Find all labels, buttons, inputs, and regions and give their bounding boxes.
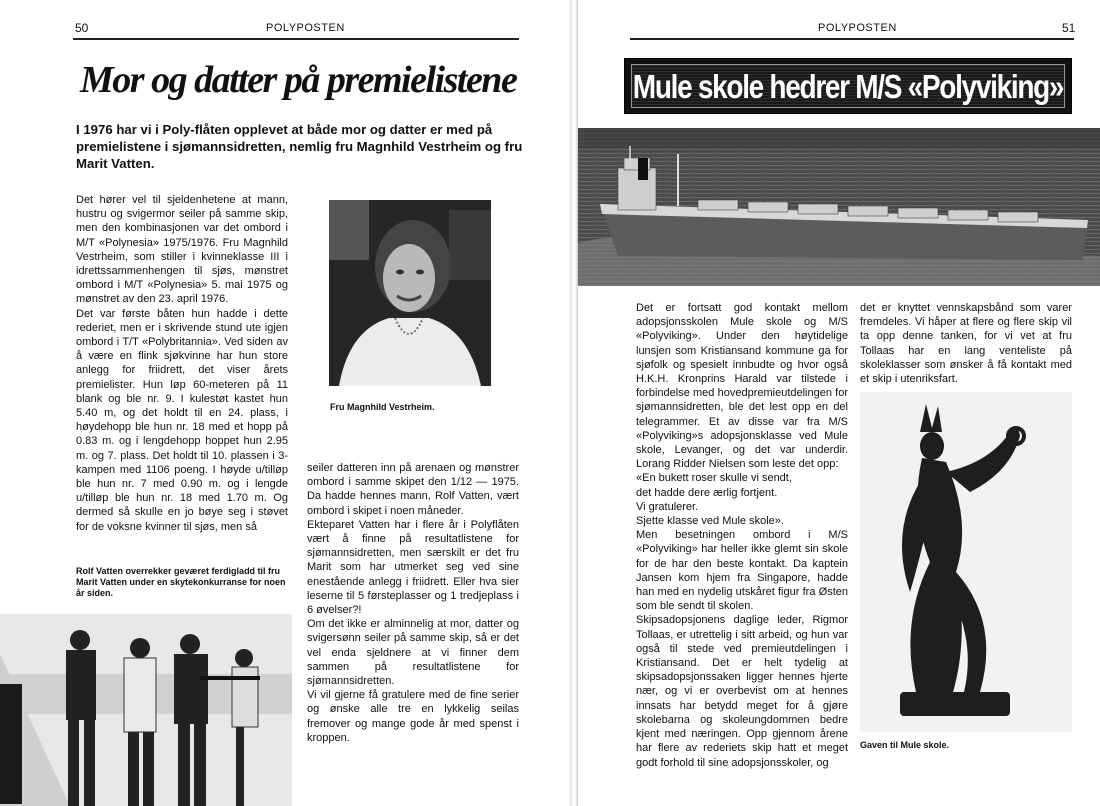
- page-number: 50: [75, 21, 89, 35]
- figure-caption: Gaven til Mule skole.: [860, 740, 950, 750]
- article-title: Mor og datter på premielistene: [80, 59, 517, 101]
- group-photo-caption: Rolf Vatten overrekker geværet ferdigladd til fru Marit Vatten under en skytekonkurranse for noen år siden.: [76, 566, 286, 598]
- body-column-1: Det hører vel til sjeldenhetene at mann, hustru og svigermor seiler på samme skip, men den kombinasjonen var det ombord i M/T «Polynesia» 1975/1976. Fru Magnhild Vestrheim, som stiller i kvinneklasse III i idrettssammenhengen til sjøs, mønstret ombord i M/T «Polynesia» 5. mai 1975 og mønstret av den 23. april 1976. Det var første båten hun hadde i dette rederiet, men er i skrivende stund ute igjen ombord i T/T «Polybritannia». Ved siden av å være en flink sjøkvinne har hun store anlegg for friidrett, det viser årets premielister. Hun løp 60-meteren på 11 blank og ble nr. 9. I kulestøt kastet hun 5.40 m, og det holdt til en 24. plass, i høydehopp ble hun nr. 18 med et hopp på 0.83 m. og i lengdehopp hoppet hun 2.95 m. og 7. plass. Det holdt til 10. plassen i 3-kampen med 1106 poeng. I høyde u/tilløp ble hun nr. 7 med 0.90 m. og i lengde u/tilløp ble hun nr. 18 med 1.70 m. Og dermed så skulle en jo bøye seg i støvet for de voksne kvinner til sjøs, men så: [76, 194, 288, 533]
- header-rule: [73, 38, 519, 40]
- book-gutter: [570, 0, 578, 806]
- ship-photo: [578, 128, 1100, 286]
- right-page: [578, 0, 1100, 806]
- carved-figure-image: [860, 392, 1072, 732]
- body-column-2: det er knyttet vennskapsbånd som varer fremdeles. Vi håper at flere og flere skip vil ta opp denne tanken, for vi vet at fru Tollaas har en lang venteliste på skoleklasser som ønsker å få kontakt med et skip i utenriksfart.: [860, 302, 1072, 386]
- title-banner: [624, 58, 1072, 114]
- group-image: [0, 614, 292, 806]
- ship-image: [578, 128, 1100, 286]
- body-column-1: Det er fortsatt god kontakt mellom adopsjonsskolen Mule skole og M/S «Polyviking». Under den høytidelige lunsjen som Kristiansand kommune ga for sjøfolk og spesielt innbudte og hvor også H.K.H. Kronprins Harald var tilstede i forbindelse med hovedpremieutdelingen for sjømannsidretten, ble det lest opp en del telegrammer. Et av disse var fra M/S «Polyviking»s adopsjonsklasse ved Mule skole, Levanger, og det var underdir. Lorang Ridder Nielsen som leste det opp: «En bukett roser skulle vi sendt, det hadde dere ærlig fortjent. Vi gratulerer. Sjette klasse ved Mule skole». Men besetningen ombord i M/S «Polyviking» har heller ikke glemt sin skole for de har den beste kontakt. Da kaptein Jansen kom hjem fra Singapore, hadde han med en nydelig utskåret figur fra Østen som ble sendt til skolen. Skipsadopsjonens daglige leder, Rigmor Tollaas, er utrettelig i sitt arbeid, og hun var også til stede ved premieutdelingen i Kristiansand. Det er helt tydelig at skipsadopsjonssaken ligger hennes hjerte nær, og vi er overbevist om at hennes innsats har betydd meget for å gjøre skolebarna og skoleungdommen bedre kjent med næringen. Opp gjennom årene har flere av rederiets skip hatt et meget godt forhold til sine adopsjonsskoler, og: [636, 302, 848, 769]
- group-photo: [0, 614, 292, 806]
- title-banner-inner: [631, 64, 1065, 108]
- running-header: POLYPOSTEN: [266, 22, 345, 34]
- lead-paragraph: I 1976 har vi i Poly-flåten opplevet at både mor og datter er med på premielistene i sjømannsidretten, nemlig fru Magnhild Vestrheim og fru Marit Vatten.: [76, 122, 523, 171]
- article-title: Mule skole hedrer M/S «Polyviking»: [632, 68, 1064, 106]
- portrait-photo: [329, 200, 491, 386]
- portrait-caption: Fru Magnhild Vestrheim.: [330, 402, 435, 412]
- page-number: 51: [1062, 21, 1076, 35]
- body-column-2: seiler datteren inn på arenaen og mønstrer ombord i samme skipet den 1/12 — 1975. Da hadde hennes mann, Rolf Vatten, vært ombord i skipet i noen måneder. Ekteparet Vatten har i flere år i Polyflåten vært å finne på resultatlistene for sjømannsidretten, men særskilt er det fru Marit som har utmerket seg ved sine enestående anlegg i friidrett. Eller hva sier leserne til 5 førsteplasser og 1 tredjeplass i 6 øvelser?! Om det ikke er alminnelig at mor, datter og svigersønn seiler på samme skip, så er det vel enda sjeldnere at vi finner dem sammen på resultatlistene for sjømannsidretten. Vi vil gjerne få gratulere med de fine serier og ønske alle tre en lykkelig seilas fremover og mange gode år med spenst i kroppen.: [307, 462, 519, 744]
- running-header: POLYPOSTEN: [818, 22, 897, 34]
- figure-photo: [860, 392, 1072, 732]
- portrait-image: [329, 200, 491, 386]
- header-rule: [630, 38, 1074, 40]
